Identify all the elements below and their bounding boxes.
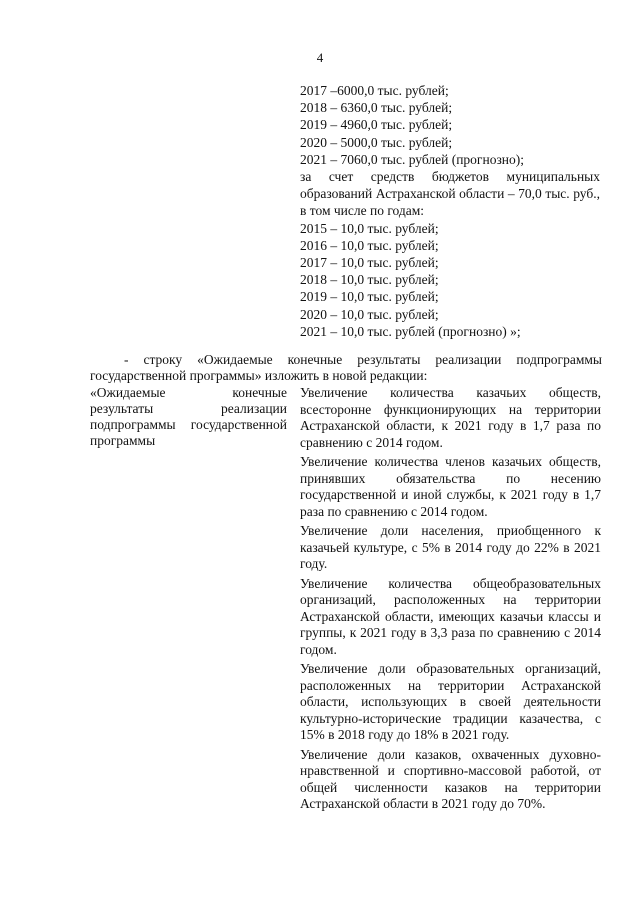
funding-line-2018: 2018 – 6360,0 тыс. рублей; [300, 100, 453, 116]
results-list [300, 385, 601, 816]
result-cossacks-coverage: Увеличение доли казаков, охваченных духовно-нравственной и спортивно-массовой работой, от общей численности казаков на территории Астраханской области в 2021 году до 70%. [300, 746, 601, 811]
funding-line-2017: 2017 –6000,0 тыс. рублей; [300, 83, 449, 98]
amendment-instruction: - строку «Ожидаемые конечные результаты реализации подпрограммы государственной программы» изложить в новой редакции: [90, 352, 602, 383]
municipal-line-2017: 2017 – 10,0 тыс. рублей; [300, 255, 439, 271]
result-population-share: Увеличение доли населения, приобщенного к казачьей культуре, с 5% в 2014 году до 22% в 2021 году. [300, 523, 601, 571]
municipal-line-2016: 2016 – 10,0 тыс. рублей; [300, 237, 439, 253]
funding-line-2019: 2019 – 4960,0 тыс. рублей; [300, 117, 453, 133]
result-cossack-societies: Увеличение количества казачьих обществ, всесторонне функционирующих на территории Астраханской области, к 2021 году в 1,7 раза по сравнению с 2014 годом. [300, 385, 601, 450]
municipal-line-2019: 2019 – 10,0 тыс. рублей; [300, 289, 439, 305]
results-label: «Ожидаемые конечные результаты реализации подпрограммы государственной программы [90, 385, 287, 448]
municipal-funding-intro: за счет средств бюджетов муниципальных образований Астраханской области – 70,0 тыс. руб., в том числе по годам: [300, 169, 600, 219]
result-cossack-classes: Увеличение количества общеобразовательных организаций, расположенных на территории Астраханской области, имеющих казачьи классы и группы, к 2021 году в 3,3 раза по сравнению с 2014 годом. [300, 575, 601, 657]
result-educational-organizations: Увеличение доли образовательных организаций, расположенных на территории Астраханской области, использующих в своей деятельности культурно-исторические традиции казачества, с 15% в 2018 году до 18% в 2021 году. [300, 661, 601, 742]
municipal-line-2021: 2021 – 10,0 тыс. рублей (прогнозно) »; [300, 323, 521, 339]
page-number: 4 [316, 50, 324, 65]
funding-line-2020: 2020 – 5000,0 тыс. рублей; [300, 134, 453, 150]
result-society-members: Увеличение количества членов казачьих обществ, принявших обязательства по несению государственной и иной службы, к 2021 году в 1,7 раза по сравнению с 2014 годом. [300, 454, 601, 519]
municipal-line-2015: 2015 – 10,0 тыс. рублей; [300, 220, 439, 236]
municipal-line-2018: 2018 – 10,0 тыс. рублей; [300, 272, 439, 288]
funding-line-2021: 2021 – 7060,0 тыс. рублей (прогнозно); [300, 151, 525, 167]
funding-block [300, 82, 600, 340]
municipal-line-2020: 2020 – 10,0 тыс. рублей; [300, 306, 439, 322]
